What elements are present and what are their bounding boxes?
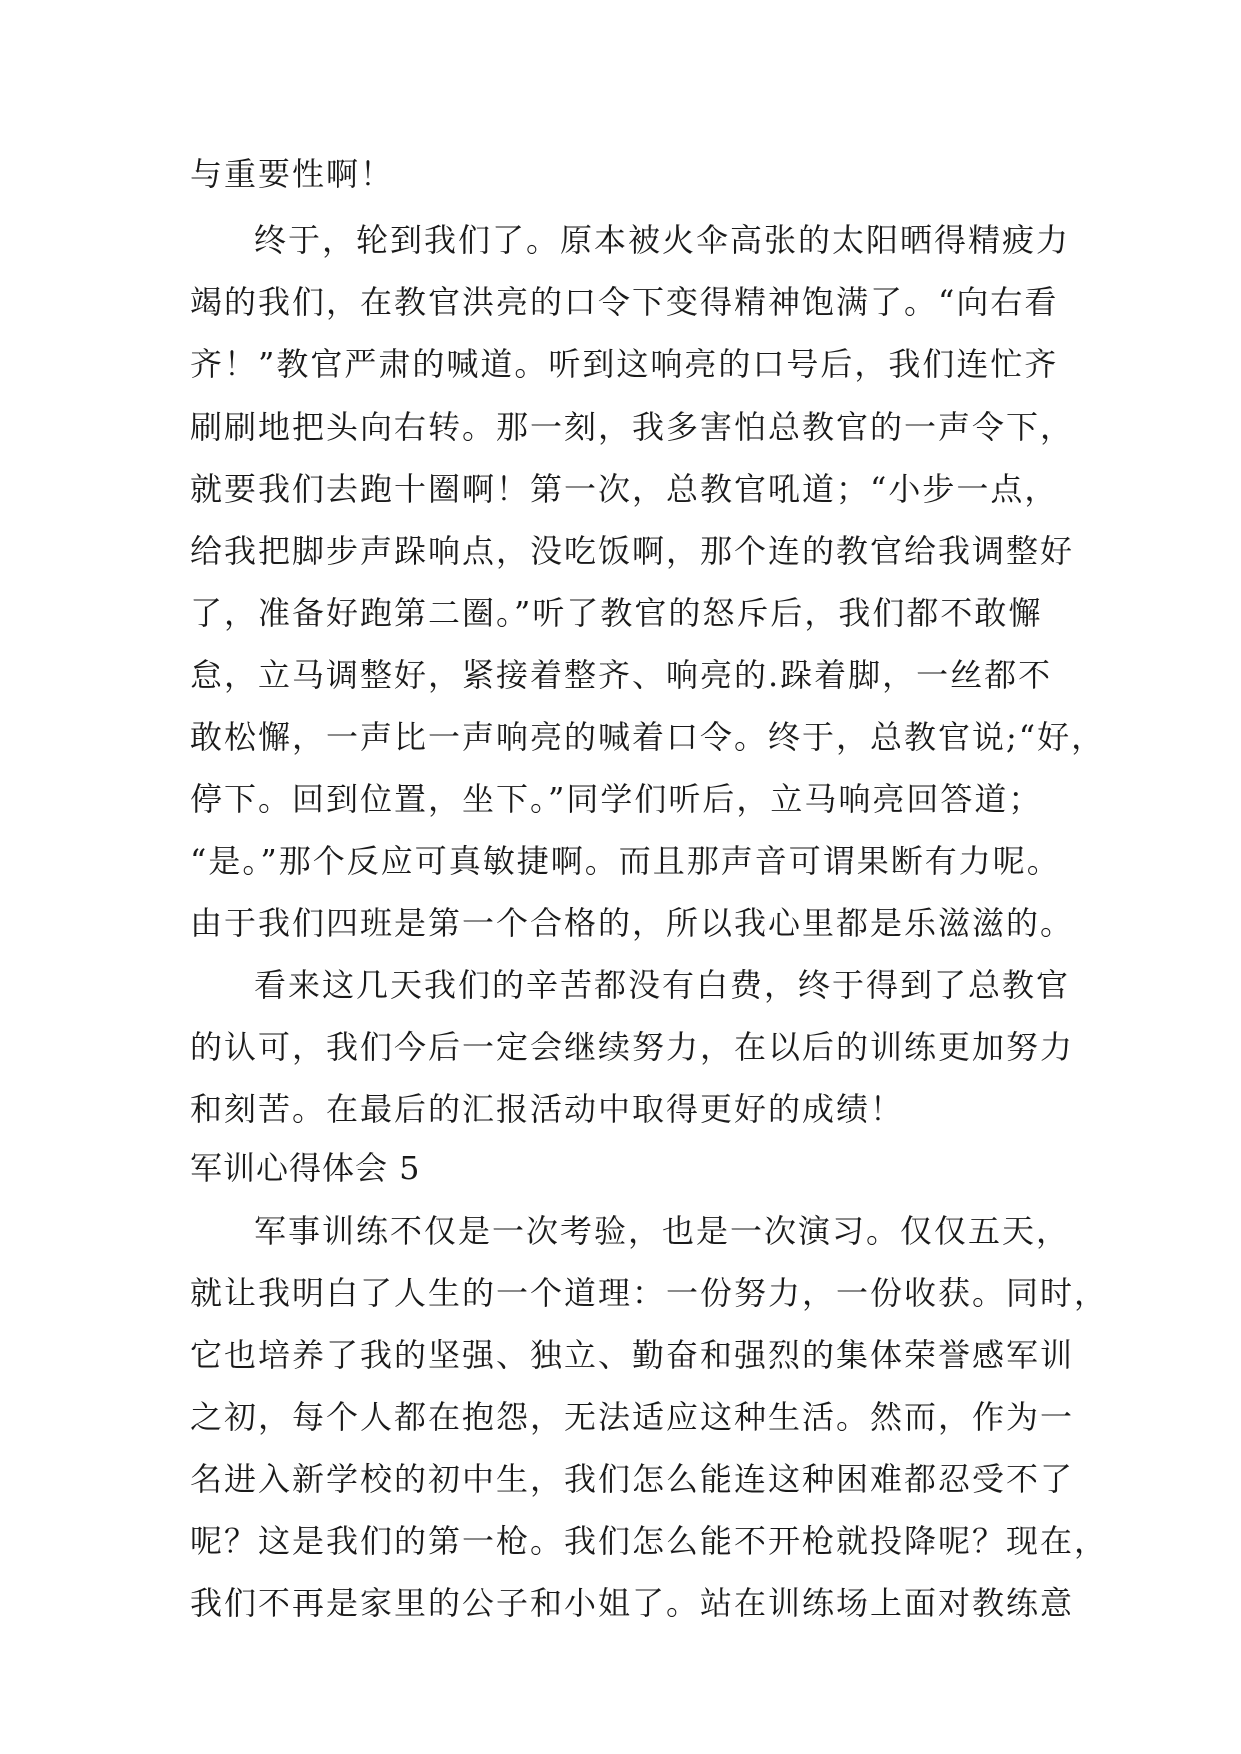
paragraph-first-line: 终于，轮到我们了。原本被火伞高张的太阳晒得精疲力	[254, 221, 1071, 259]
text-line: 给我把脚步声跺响点，没吃饭啊，那个连的教官给我调整好	[190, 532, 1075, 570]
text-line: 它也培养了我的坚强、独立、勤奋和强烈的集体荣誉感军训	[190, 1336, 1075, 1374]
text-line: 我们不再是家里的公子和小姐了。站在训练场上面对教练意	[190, 1584, 1075, 1622]
text-line: 与重要性啊！	[190, 155, 395, 193]
section-heading: 军训心得体会 5	[190, 1149, 421, 1187]
text-line: 怠，立马调整好，紧接着整齐、响亮的.跺着脚，一丝都不	[190, 656, 1053, 694]
text-line: 刷刷地把头向右转。那一刻，我多害怕总教官的一声令下，	[190, 408, 1075, 446]
text-line: 敢松懈，一声比一声响亮的喊着口令。终于，总教官说;“好，	[190, 718, 1106, 756]
paragraph-first-line: 看来这几天我们的辛苦都没有白费，终于得到了总教官	[254, 966, 1071, 1004]
text-line: 就要我们去跑十圈啊！第一次，总教官吼道；“小步一点，	[190, 470, 1059, 508]
text-line: 名进入新学校的初中生，我们怎么能连这种困难都忍受不了	[190, 1460, 1075, 1498]
text-line: 和刻苦。在最后的汇报活动中取得更好的成绩！	[190, 1090, 905, 1128]
text-line: 之初，每个人都在抱怨，无法适应这种生活。然而，作为一	[190, 1398, 1075, 1436]
text-line: 由于我们四班是第一个合格的，所以我心里都是乐滋滋的。	[190, 904, 1075, 942]
text-line: 呢？这是我们的第一枪。我们怎么能不开枪就投降呢？现在，	[190, 1522, 1109, 1560]
paragraph-first-line: 军事训练不仅是一次考验，也是一次演习。仅仅五天，	[254, 1212, 1071, 1250]
text-line: 就让我明白了人生的一个道理：一份努力，一份收获。同时，	[190, 1274, 1109, 1312]
text-line: 的认可，我们今后一定会继续努力，在以后的训练更加努力	[190, 1028, 1075, 1066]
text-line: 齐！”教官严肃的喊道。听到这响亮的口号后，我们连忙齐	[190, 345, 1059, 383]
text-line: 了，准备好跑第二圈。”听了教官的怒斥后，我们都不敢懈	[190, 594, 1043, 632]
text-line: “是。”那个反应可真敏捷啊。而且那声音可谓果断有力呢。	[190, 842, 1061, 880]
text-line: 竭的我们，在教官洪亮的口令下变得精神饱满了。“向右看	[190, 283, 1059, 321]
text-line: 停下。回到位置，坐下。”同学们听后，立马响亮回答道；	[190, 780, 1043, 818]
